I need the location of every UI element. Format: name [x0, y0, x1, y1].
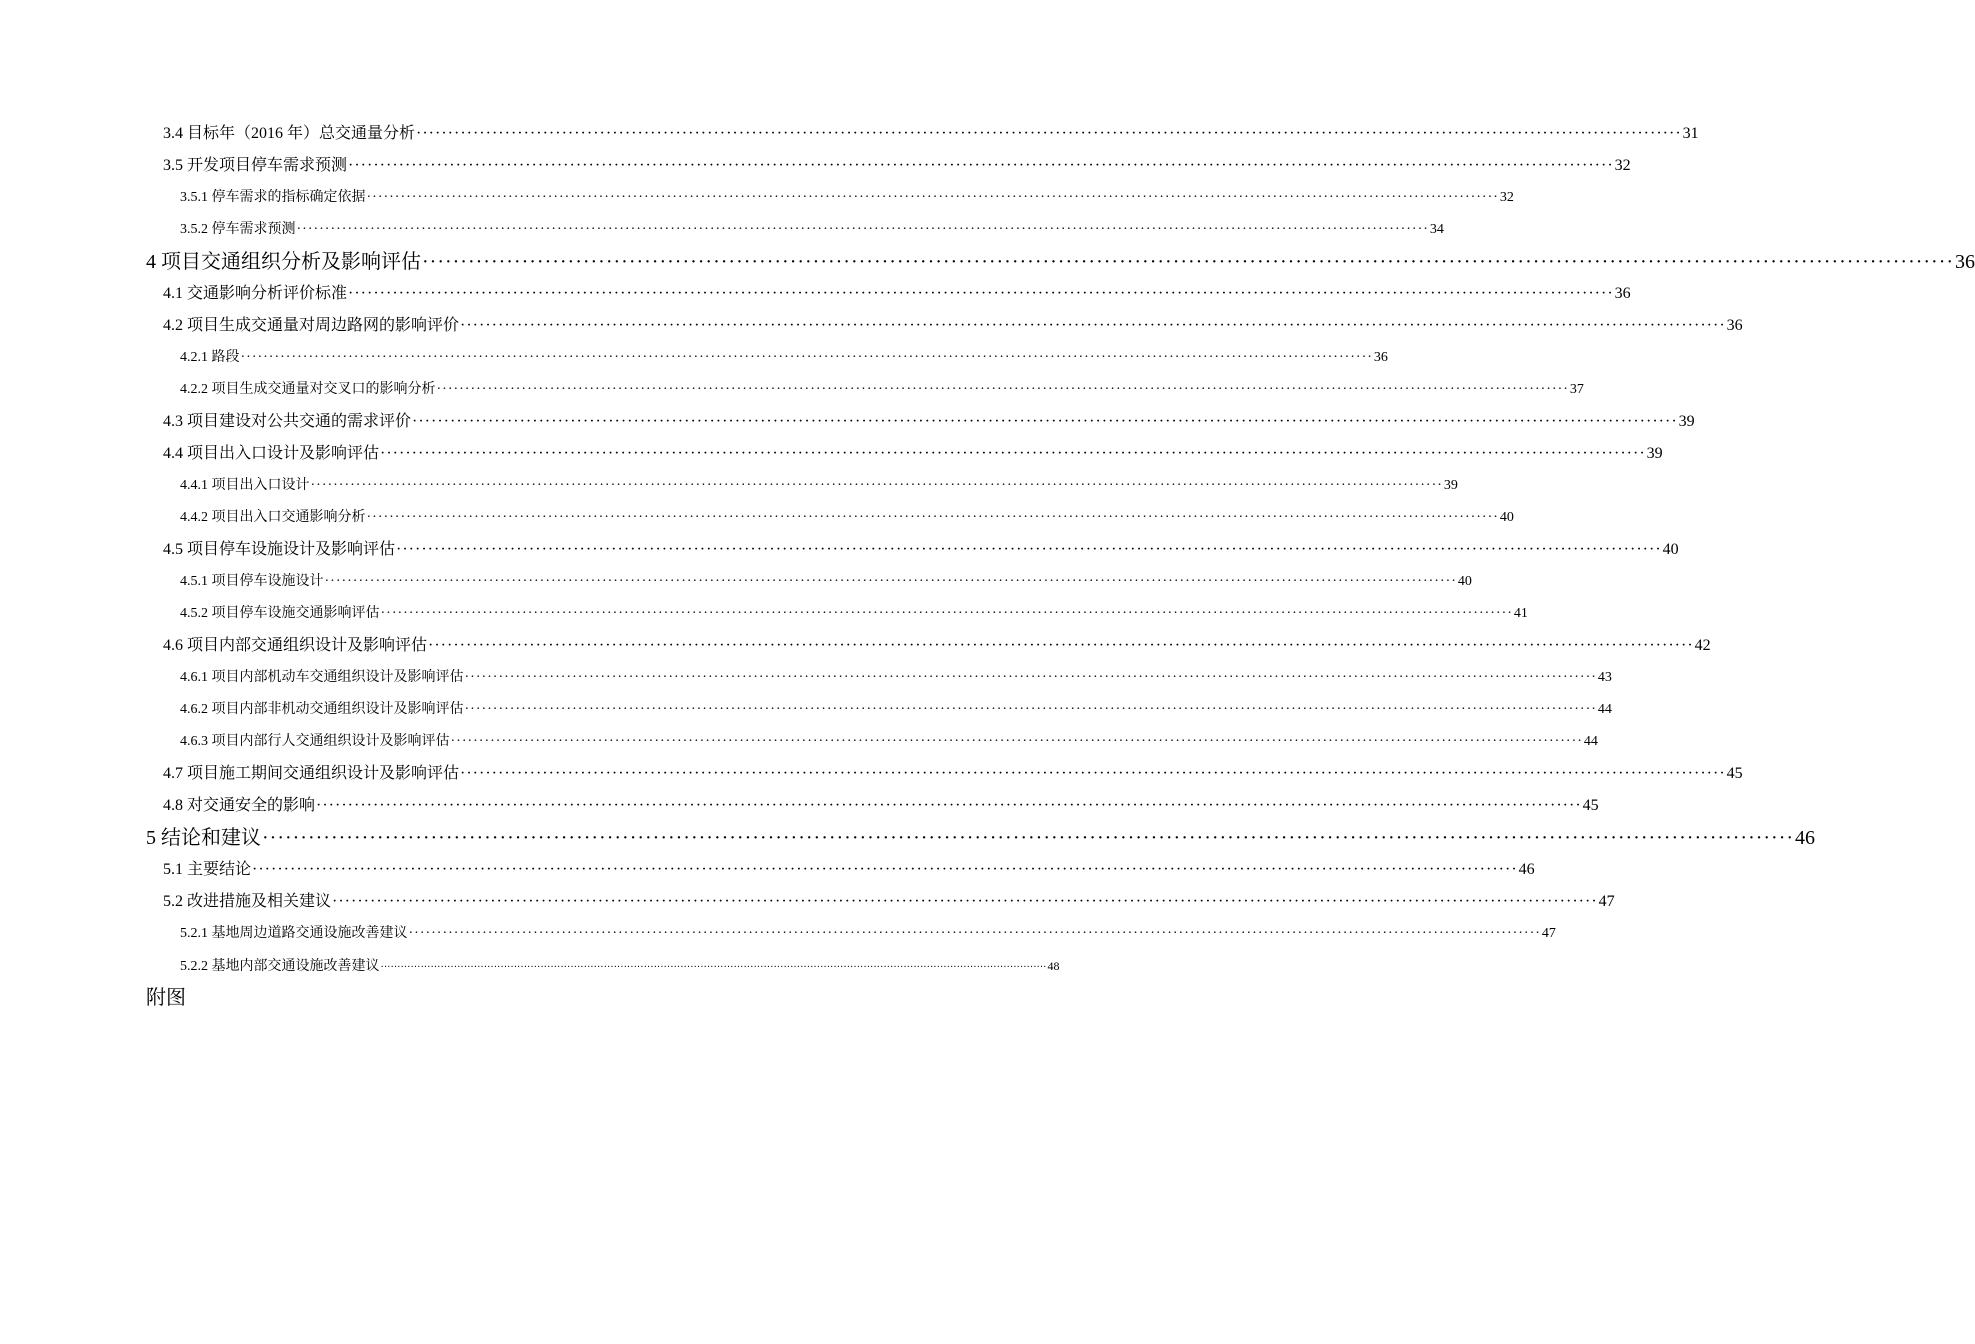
toc-entry-page: 32	[1499, 190, 1514, 205]
toc-entry-title: 4.3 项目建设对公共交通的需求评价	[163, 413, 412, 430]
toc-leader-dots: ········································································································································································································	[366, 510, 1499, 525]
toc-entry-page: 44	[1583, 734, 1598, 749]
toc-leader-dots: ········································································································································································································	[396, 541, 1662, 558]
toc-entry-page: 36	[1726, 317, 1743, 334]
toc-leader-dots: ········································································································································································································	[408, 926, 1541, 941]
toc-leader-dots: ········································································································································································································	[460, 765, 1726, 782]
toc-leader-dots: ········································································································································································································	[348, 157, 1614, 174]
toc-leader-dots: ········································································································································································································	[428, 637, 1694, 654]
toc-entry[interactable]	[0, 310, 1743, 342]
toc-entry[interactable]	[0, 118, 1699, 150]
toc-entry-title: 4.1 交通影响分析评价标准	[163, 285, 348, 302]
toc-entry-title: 4.4.2 项目出入口交通影响分析	[180, 510, 366, 525]
toc-entry[interactable]	[0, 502, 1514, 534]
toc-leader-dots: ········································································································································································································	[464, 702, 1597, 717]
toc-entry[interactable]	[0, 374, 1584, 406]
toc-entry-page: 46	[1795, 827, 1816, 849]
toc-entry-page: 47	[1541, 926, 1556, 941]
toc-leader-dots: ········································································································································································································	[436, 382, 1569, 397]
toc-entry-title: 4 项目交通组织分析及影响评估	[146, 251, 421, 273]
toc-entry-page: 42	[1694, 637, 1711, 654]
toc-entry[interactable]	[0, 406, 1695, 438]
toc-entry-page: 36	[1955, 251, 1975, 273]
table-of-contents	[0, 118, 1975, 1014]
toc-entry-title: 5.2.2 基地内部交通设施改善建议	[180, 959, 380, 974]
toc-leader-dots: ········································································································································································································	[380, 445, 1646, 462]
toc-entry[interactable]	[0, 150, 1631, 182]
toc-entry-title: 4.4.1 项目出入口设计	[180, 478, 310, 493]
toc-leader-dots: ········································································································································································································	[416, 125, 1682, 142]
toc-leader-dots: ········································································································································································································	[324, 574, 1457, 589]
toc-entry-page: 36	[1614, 285, 1631, 302]
toc-entry[interactable]	[0, 534, 1679, 566]
toc-appendix-heading[interactable]: 附图	[146, 987, 186, 1009]
toc-entry[interactable]	[0, 342, 1388, 374]
toc-entry-page: 31	[1682, 125, 1699, 142]
toc-entry-title: 4.5.2 项目停车设施交通影响评估	[180, 606, 380, 621]
toc-entry-title: 4.5 项目停车设施设计及影响评估	[163, 541, 396, 558]
toc-entry[interactable]	[0, 950, 1060, 982]
toc-entry-title: 4.2.1 路段	[180, 350, 240, 365]
toc-leader-dots: ········································································································································································································	[252, 861, 1518, 878]
toc-leader-dots: ········································································································································································································	[332, 893, 1598, 910]
toc-entry[interactable]	[0, 598, 1528, 630]
toc-entry-page: 47	[1598, 893, 1615, 910]
toc-entry-title: 5.2.1 基地周边道路交通设施改善建议	[180, 926, 408, 941]
toc-leader-dots: ········································································································································································································	[450, 734, 1583, 749]
toc-entry-page: 48	[1047, 959, 1060, 973]
toc-entry-page: 39	[1678, 413, 1695, 430]
toc-entry-title: 4.7 项目施工期间交通组织设计及影响评估	[163, 765, 460, 782]
toc-entry-title: 4.2 项目生成交通量对周边路网的影响评价	[163, 317, 460, 334]
toc-entry-page: 43	[1597, 670, 1612, 685]
toc-entry[interactable]	[0, 758, 1743, 790]
toc-entry[interactable]	[0, 822, 1816, 854]
toc-entry-page: 44	[1597, 702, 1612, 717]
toc-leader-dots: ········································································································································································································	[262, 827, 1795, 849]
toc-leader-dots: ········································································································································································································	[422, 251, 1955, 273]
toc-entry-title: 5.2 改进措施及相关建议	[163, 893, 332, 910]
toc-leader-dots: ········································································································································································································	[460, 317, 1726, 334]
toc-leader-dots: ········································································································································································································	[380, 606, 1513, 621]
toc-entry[interactable]	[0, 566, 1472, 598]
toc-entry[interactable]	[0, 214, 1444, 246]
toc-entry-page: 41	[1513, 606, 1528, 621]
toc-entry-page: 40	[1662, 541, 1679, 558]
toc-entry-title: 3.4 目标年（2016 年）总交通量分析	[163, 125, 416, 142]
toc-entry[interactable]	[0, 278, 1631, 310]
toc-entry[interactable]	[0, 918, 1556, 950]
toc-leader-dots: ········································································································································································································	[310, 478, 1443, 493]
toc-entry-title: 4.8 对交通安全的影响	[163, 797, 316, 814]
toc-entry-title: 4.5.1 项目停车设施设计	[180, 574, 324, 589]
toc-entry-page: 37	[1569, 382, 1584, 397]
toc-entry-page: 45	[1582, 797, 1599, 814]
toc-entry-page: 46	[1518, 861, 1535, 878]
toc-entry-title: 3.5.1 停车需求的指标确定依据	[180, 190, 366, 205]
toc-leader-dots: ········································································································································································································	[366, 190, 1499, 205]
toc-entry-title: 3.5.2 停车需求预测	[180, 222, 296, 237]
toc-leader-dots: ········································································································································································································	[348, 285, 1614, 302]
toc-entry-title: 4.6 项目内部交通组织设计及影响评估	[163, 637, 428, 654]
toc-entry-title: 4.2.2 项目生成交通量对交叉口的影响分析	[180, 382, 436, 397]
toc-entry-page: 40	[1457, 574, 1472, 589]
toc-entry-title: 4.6.1 项目内部机动车交通组织设计及影响评估	[180, 670, 464, 685]
toc-entry[interactable]	[0, 246, 1975, 278]
toc-entry-title: 4.4 项目出入口设计及影响评估	[163, 445, 380, 462]
toc-entry[interactable]	[0, 854, 1535, 886]
toc-entry[interactable]	[0, 694, 1612, 726]
toc-entry-page: 39	[1646, 445, 1663, 462]
toc-entry[interactable]	[0, 470, 1458, 502]
toc-leader-dots: ········································································································································································································	[412, 413, 1678, 430]
toc-entry[interactable]	[0, 886, 1615, 918]
toc-entry-page: 34	[1429, 222, 1444, 237]
toc-entry[interactable]	[0, 630, 1711, 662]
toc-leader-dots: ········································································································································································································	[380, 962, 1047, 973]
toc-entry-title: 5 结论和建议	[146, 827, 261, 849]
toc-entry[interactable]	[0, 662, 1612, 694]
toc-entry-title: 5.1 主要结论	[163, 861, 252, 878]
toc-leader-dots: ········································································································································································································	[296, 222, 1429, 237]
toc-entry-page: 40	[1499, 510, 1514, 525]
toc-entry-title: 4.6.2 项目内部非机动交通组织设计及影响评估	[180, 702, 464, 717]
toc-entry[interactable]	[0, 726, 1598, 758]
toc-entry-title: 4.6.3 项目内部行人交通组织设计及影响评估	[180, 734, 450, 749]
toc-entry-page: 45	[1726, 765, 1743, 782]
toc-entry[interactable]	[0, 438, 1663, 470]
toc-entry-page: 32	[1614, 157, 1631, 174]
toc-leader-dots: ········································································································································································································	[464, 670, 1597, 685]
toc-leader-dots: ········································································································································································································	[316, 797, 1582, 814]
toc-entry-title: 3.5 开发项目停车需求预测	[163, 157, 348, 174]
toc-entry[interactable]	[0, 182, 1514, 214]
toc-entry-page: 39	[1443, 478, 1458, 493]
toc-entry[interactable]	[0, 790, 1599, 822]
toc-leader-dots: ········································································································································································································	[240, 350, 1373, 365]
toc-entry-page: 36	[1373, 350, 1388, 365]
